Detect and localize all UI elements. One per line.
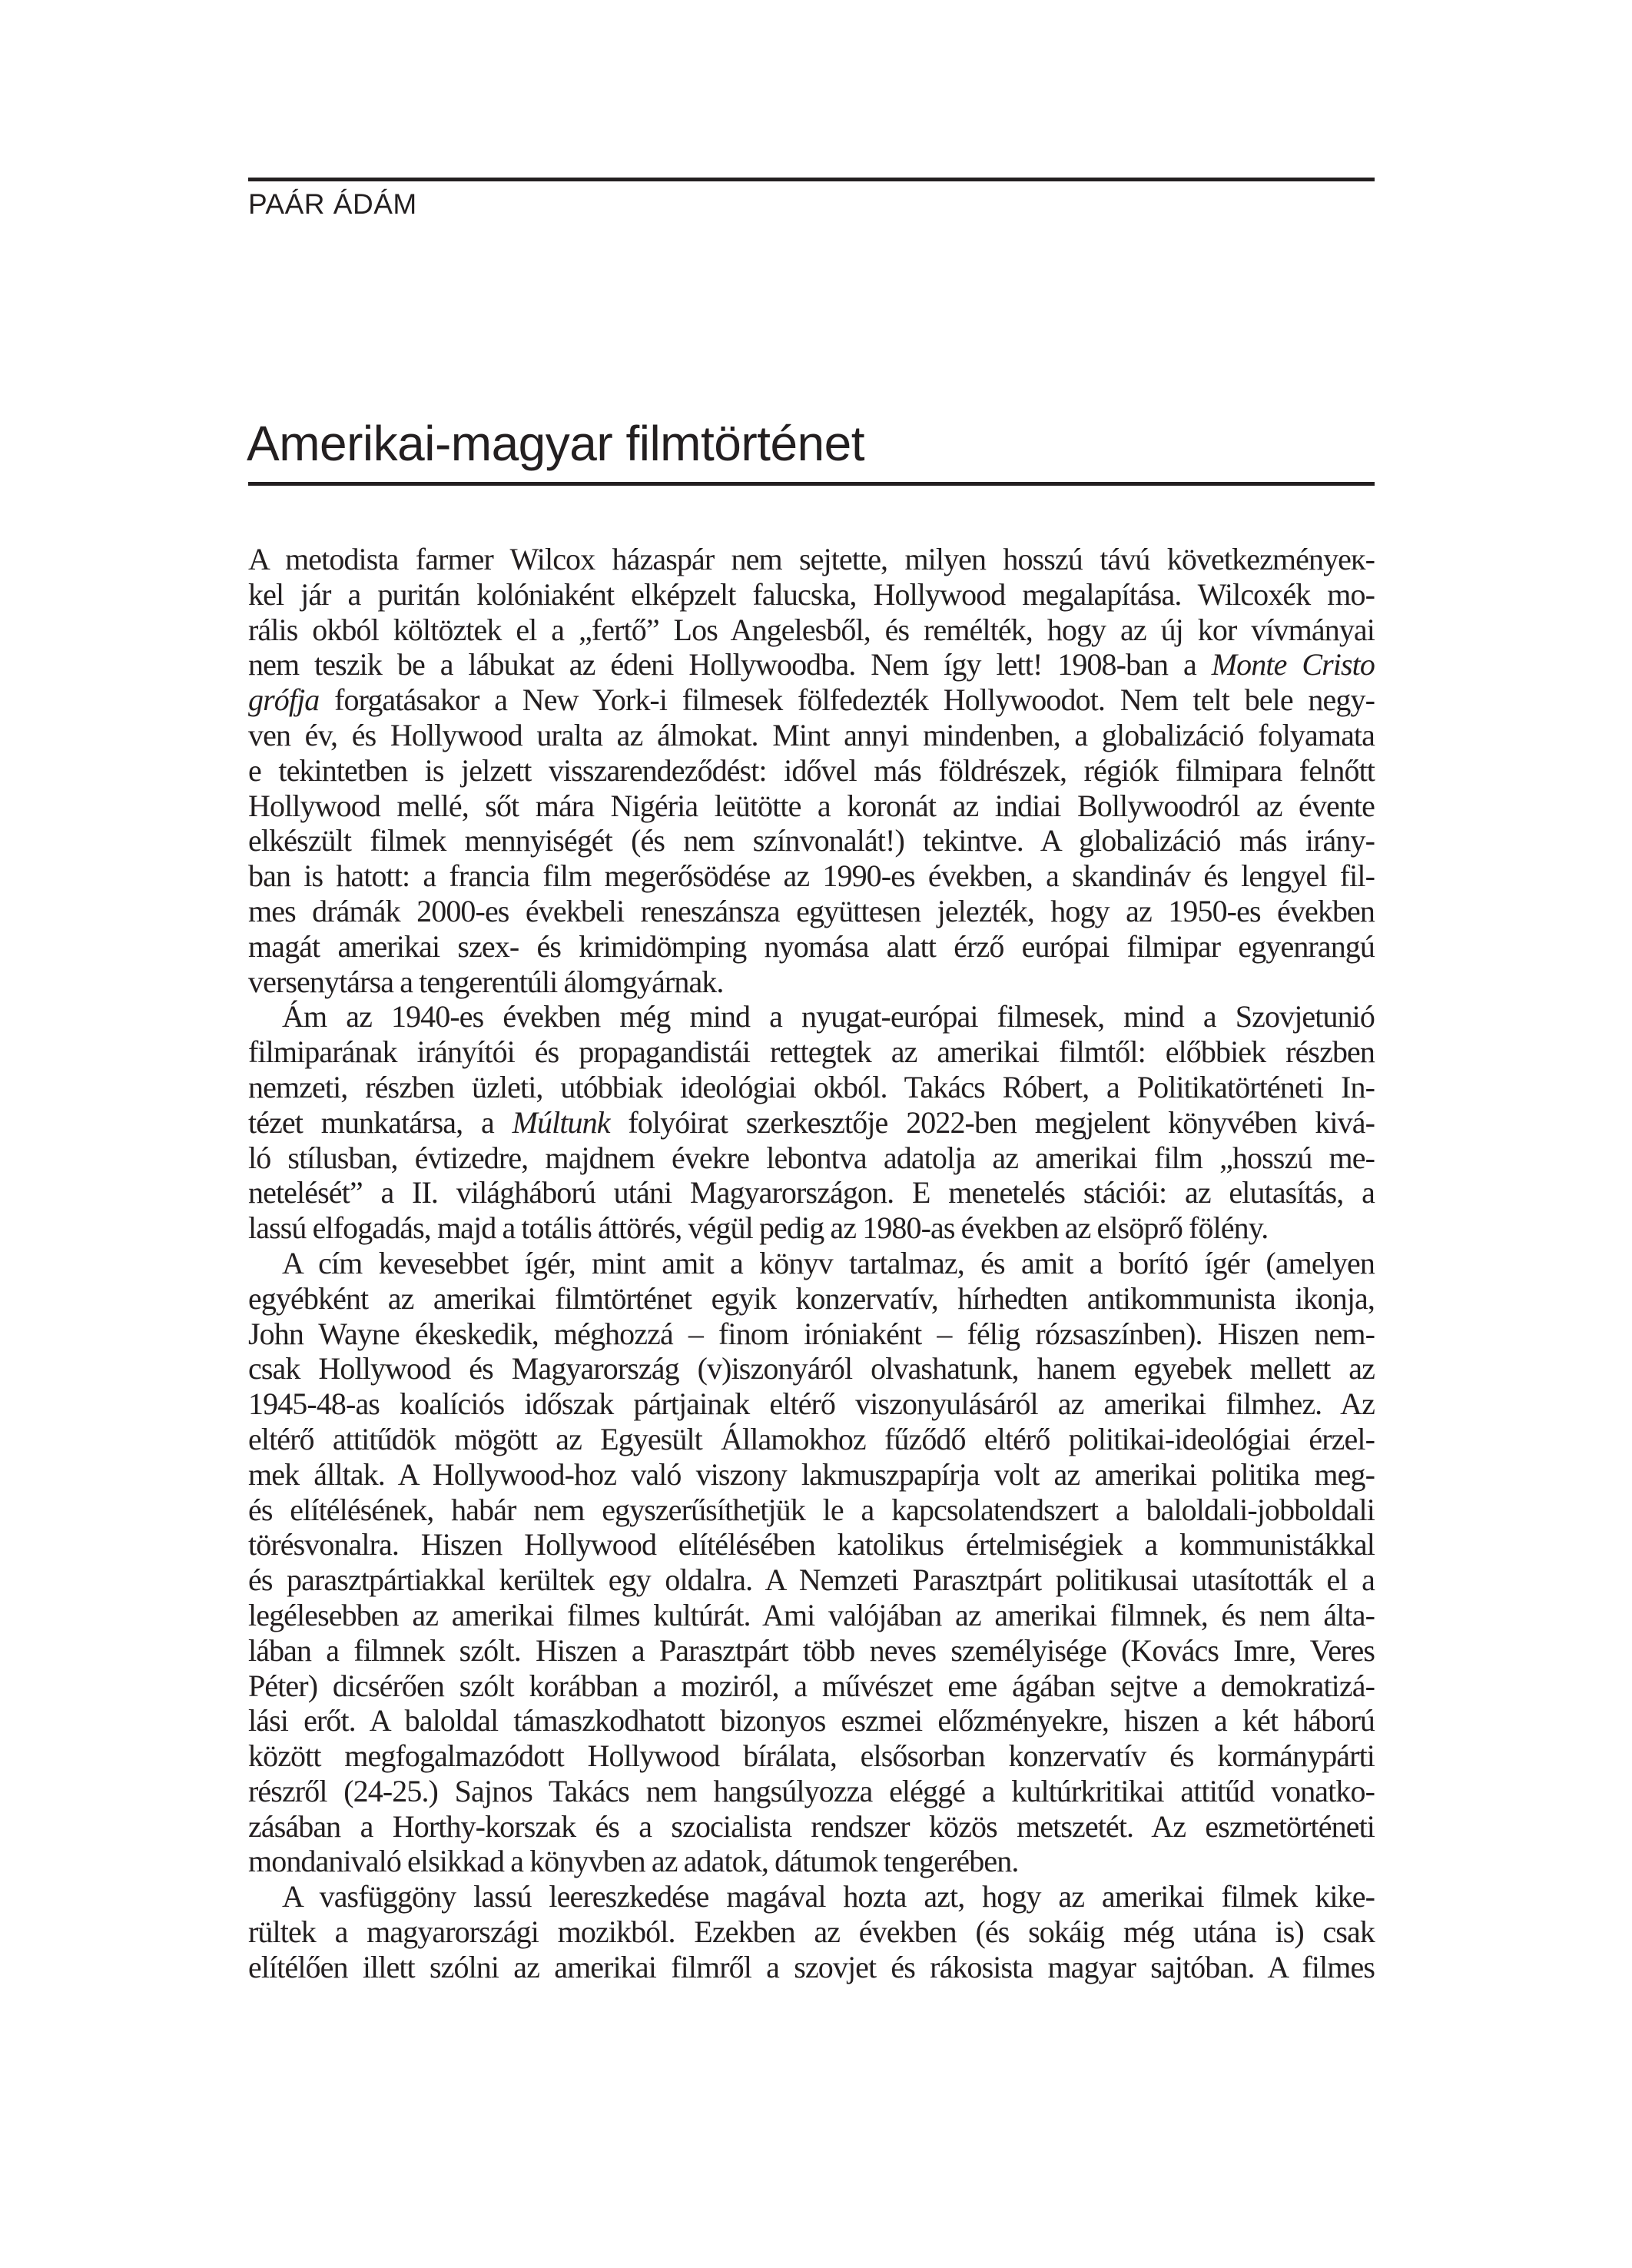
- text-line: [248, 1669, 1375, 1704]
- text-line: [248, 1175, 1375, 1210]
- text-segment: netelését” a II. világháború utáni Magyarországon. E menetelés stációi: az elutasítás, a: [248, 1175, 1375, 1210]
- text-line: [248, 1070, 1375, 1105]
- text-line: [248, 789, 1375, 824]
- text-line: [248, 542, 1375, 577]
- text-line: [248, 1703, 1375, 1738]
- text-line: [248, 999, 1375, 1034]
- text-segment: elkészült filmek mennyiségét (és nem színvonalát!) tekintve. A globalizáció más irány-: [248, 823, 1375, 858]
- text-segment: részről (24-25.) Sajnos Takács nem hangsúlyozza eléggé a kultúrkritikai attitűd vonatko-: [248, 1773, 1375, 1808]
- text-line: [248, 1844, 1375, 1879]
- text-line: [248, 1774, 1375, 1809]
- text-segment: versenytársa a tengerentúli álomgyárnak.: [248, 964, 724, 999]
- text-segment: egyébként az amerikai filmtörténet egyik konzervatív, hírhedten antikommunista ikonja,: [248, 1280, 1375, 1316]
- text-segment: rültek a magyarországi mozikból. Ezekben az években (és sokáig még utána is) csak: [248, 1914, 1375, 1950]
- text-line: [248, 1386, 1375, 1422]
- text-segment: John Wayne ékeskedik, méghozzá – finom iróniaként – félig rózsaszínben). Hiszen nem-: [248, 1316, 1375, 1351]
- italic-title: Monte Cristo: [1211, 647, 1375, 682]
- text-segment: és elítélésének, habár nem egyszerűsíthetjük le a kapcsolatendszert a baloldali-jobboldali: [248, 1492, 1375, 1527]
- text-segment: folyóirat szerkesztője 2022-ben megjelent könyvében kivá-: [609, 1104, 1375, 1140]
- title-rule: [248, 482, 1375, 486]
- text-line: [248, 753, 1375, 789]
- text-segment: mes drámák 2000-es évekbeli reneszánsza együttesen jelezték, hogy az 1950-es években: [248, 893, 1375, 928]
- text-line: [248, 823, 1375, 858]
- header-rule: [248, 178, 1375, 181]
- text-line: [248, 1914, 1375, 1950]
- text-segment: forgatásakor a New York-i filmesek fölfedezték Hollywoodot. Nem telt bele negy-: [319, 682, 1375, 718]
- text-line: [248, 1105, 1375, 1141]
- text-line: [248, 1738, 1375, 1774]
- text-line: [248, 1457, 1375, 1493]
- text-segment: mek álltak. A Hollywood-hoz való viszony lakmuszpapírja volt az amerikai politika meg-: [248, 1456, 1375, 1492]
- italic-title: Múltunk: [512, 1104, 610, 1140]
- text-segment: ló stílusban, évtizedre, majdnem évekre lebontva adatolja az amerikai film „hosszú me-: [248, 1140, 1375, 1175]
- paragraph: [248, 542, 1375, 999]
- text-segment: csak Hollywood és Magyarország (v)iszonyáról olvashatunk, hanem egyebek mellett az: [248, 1351, 1375, 1386]
- paragraph: [248, 1879, 1375, 1984]
- text-segment: nem teszik be a lábukat az édeni Hollywoodba. Nem így lett! 1908-ban a: [248, 647, 1212, 682]
- text-line: [248, 1034, 1375, 1070]
- text-line: [248, 1210, 1375, 1246]
- text-segment: ban is hatott: a francia film megerősödése az 1990-es években, a skandináv és lengyel fil-: [248, 858, 1375, 894]
- text-segment: lassú elfogadás, majd a totális áttörés, végül pedig az 1980-as években az elsöprő fölény.: [248, 1210, 1269, 1246]
- text-line: [248, 1950, 1375, 1985]
- text-line: [248, 577, 1375, 613]
- text-line: [248, 647, 1375, 682]
- text-line: [248, 1281, 1375, 1317]
- text-segment: legélesebben az amerikai filmes kultúrát. Ami valójában az amerikai filmnek, és nem álta-: [248, 1597, 1375, 1632]
- text-segment: tézet munkatársa, a: [248, 1104, 512, 1140]
- text-line: [248, 1351, 1375, 1386]
- text-segment: nemzeti, részben üzleti, utóbbiak ideológiai okból. Takács Róbert, a Politikatörténeti In-: [248, 1069, 1375, 1104]
- text-segment: lában a filmnek szólt. Hiszen a Parasztpárt több neves személyisége (Kovács Imre, Veres: [248, 1632, 1375, 1668]
- text-line: [248, 1141, 1375, 1176]
- text-line: [248, 1598, 1375, 1633]
- text-segment: zásában a Horthy-korszak és a szocialista rendszer közös metszetét. Az eszmetörténeti: [248, 1808, 1375, 1844]
- text-segment: mondanivaló elsikkad a könyvben az adatok, dátumok tengerében.: [248, 1844, 1019, 1879]
- text-segment: elítélően illett szólni az amerikai filmről a szovjet és rákosista magyar sajtóban. A filmes: [248, 1949, 1375, 1984]
- italic-title: grófja: [248, 682, 320, 718]
- text-segment: eltérő attitűdök mögött az Egyesült Államokhoz fűződő eltérő politikai-ideológiai érzel-: [248, 1421, 1375, 1456]
- paragraph: [248, 1246, 1375, 1879]
- text-line: [248, 965, 1375, 1000]
- text-segment: 1945-48-as koalíciós időszak pártjainak eltérő viszonyulásáról az amerikai filmhez. Az: [248, 1386, 1375, 1422]
- text-segment: kel jár a puritán kolóniaként elképzelt falucska, Hollywood megalapítása. Wilcoxék mo-: [248, 576, 1375, 612]
- text-line: [248, 1493, 1375, 1528]
- text-line: [248, 718, 1375, 753]
- text-line: [248, 1809, 1375, 1845]
- text-line: [248, 1422, 1375, 1457]
- author-name: PAÁR ÁDÁM: [248, 188, 417, 220]
- text-segment: filmiparának irányítói és propagandistái rettegtek az amerikai filmtől: előbbiek részben: [248, 1034, 1375, 1070]
- text-segment: és parasztpártiakkal kerültek egy oldalra. A Nemzeti Parasztpárt politikusai utasították el a: [248, 1562, 1375, 1598]
- text-segment: magát amerikai szex- és krimidömping nyomása alatt érző európai filmipar egyenrangú: [248, 928, 1375, 964]
- text-segment: A metodista farmer Wilcox házaspár nem sejtette, milyen hosszú távú következményeк-: [248, 542, 1375, 576]
- text-line: [248, 894, 1375, 929]
- text-segment: Péter) dicsérően szólt korábban a moziról, a művészet eme ágában sejtve a demokratizá-: [248, 1668, 1375, 1703]
- text-line: [248, 682, 1375, 718]
- text-line: [248, 1562, 1375, 1598]
- text-line: [248, 858, 1375, 894]
- text-segment: törésvonalra. Hiszen Hollywood elítélésében katolikus értelmiségiek a kommunistákkal: [248, 1527, 1375, 1562]
- text-line: [248, 1317, 1375, 1352]
- article-body: [248, 542, 1375, 1985]
- text-segment: ven év, és Hollywood uralta az álmokat. Mint annyi mindenben, a globalizáció folyamata: [248, 717, 1375, 752]
- text-segment: rális okból költöztek el a „fertő” Los Angelesből, és remélték, hogy az új kor vívmányai: [248, 612, 1375, 647]
- article-title: Amerikai-magyar filmtörténet: [247, 416, 864, 471]
- text-segment: között megfogalmazódott Hollywood bírálata, elsősorban konzervatív és kormánypárti: [248, 1738, 1375, 1774]
- text-segment: Hollywood mellé, sőt mára Nigéria leütötte a koronát az indiai Bollywoodról az évente: [248, 788, 1375, 823]
- text-segment: e tekintetben is jelzett visszarendeződést: idővel más földrészek, régiók filmipara felnőtt: [248, 752, 1375, 788]
- text-segment: Ám az 1940-es években még mind a nyugat-európai filmesek, mind a Szovjetunió: [282, 999, 1375, 1034]
- text-segment: A cím kevesebbet ígér, mint amit a könyv tartalmaz, és amit a borító ígér (amelyen: [282, 1245, 1375, 1280]
- paragraph: [248, 999, 1375, 1246]
- text-line: [248, 613, 1375, 648]
- text-line: [248, 1879, 1375, 1914]
- text-line: [248, 1246, 1375, 1281]
- text-line: [248, 929, 1375, 965]
- text-line: [248, 1527, 1375, 1562]
- text-line: [248, 1633, 1375, 1669]
- text-segment: lási erőt. A baloldal támaszkodhatott bizonyos eszmei előzményekre, hiszen a két háború: [248, 1703, 1375, 1738]
- text-segment: A vasfüggöny lassú leereszkedése magával hozta azt, hogy az amerikai filmek kike-: [282, 1879, 1375, 1914]
